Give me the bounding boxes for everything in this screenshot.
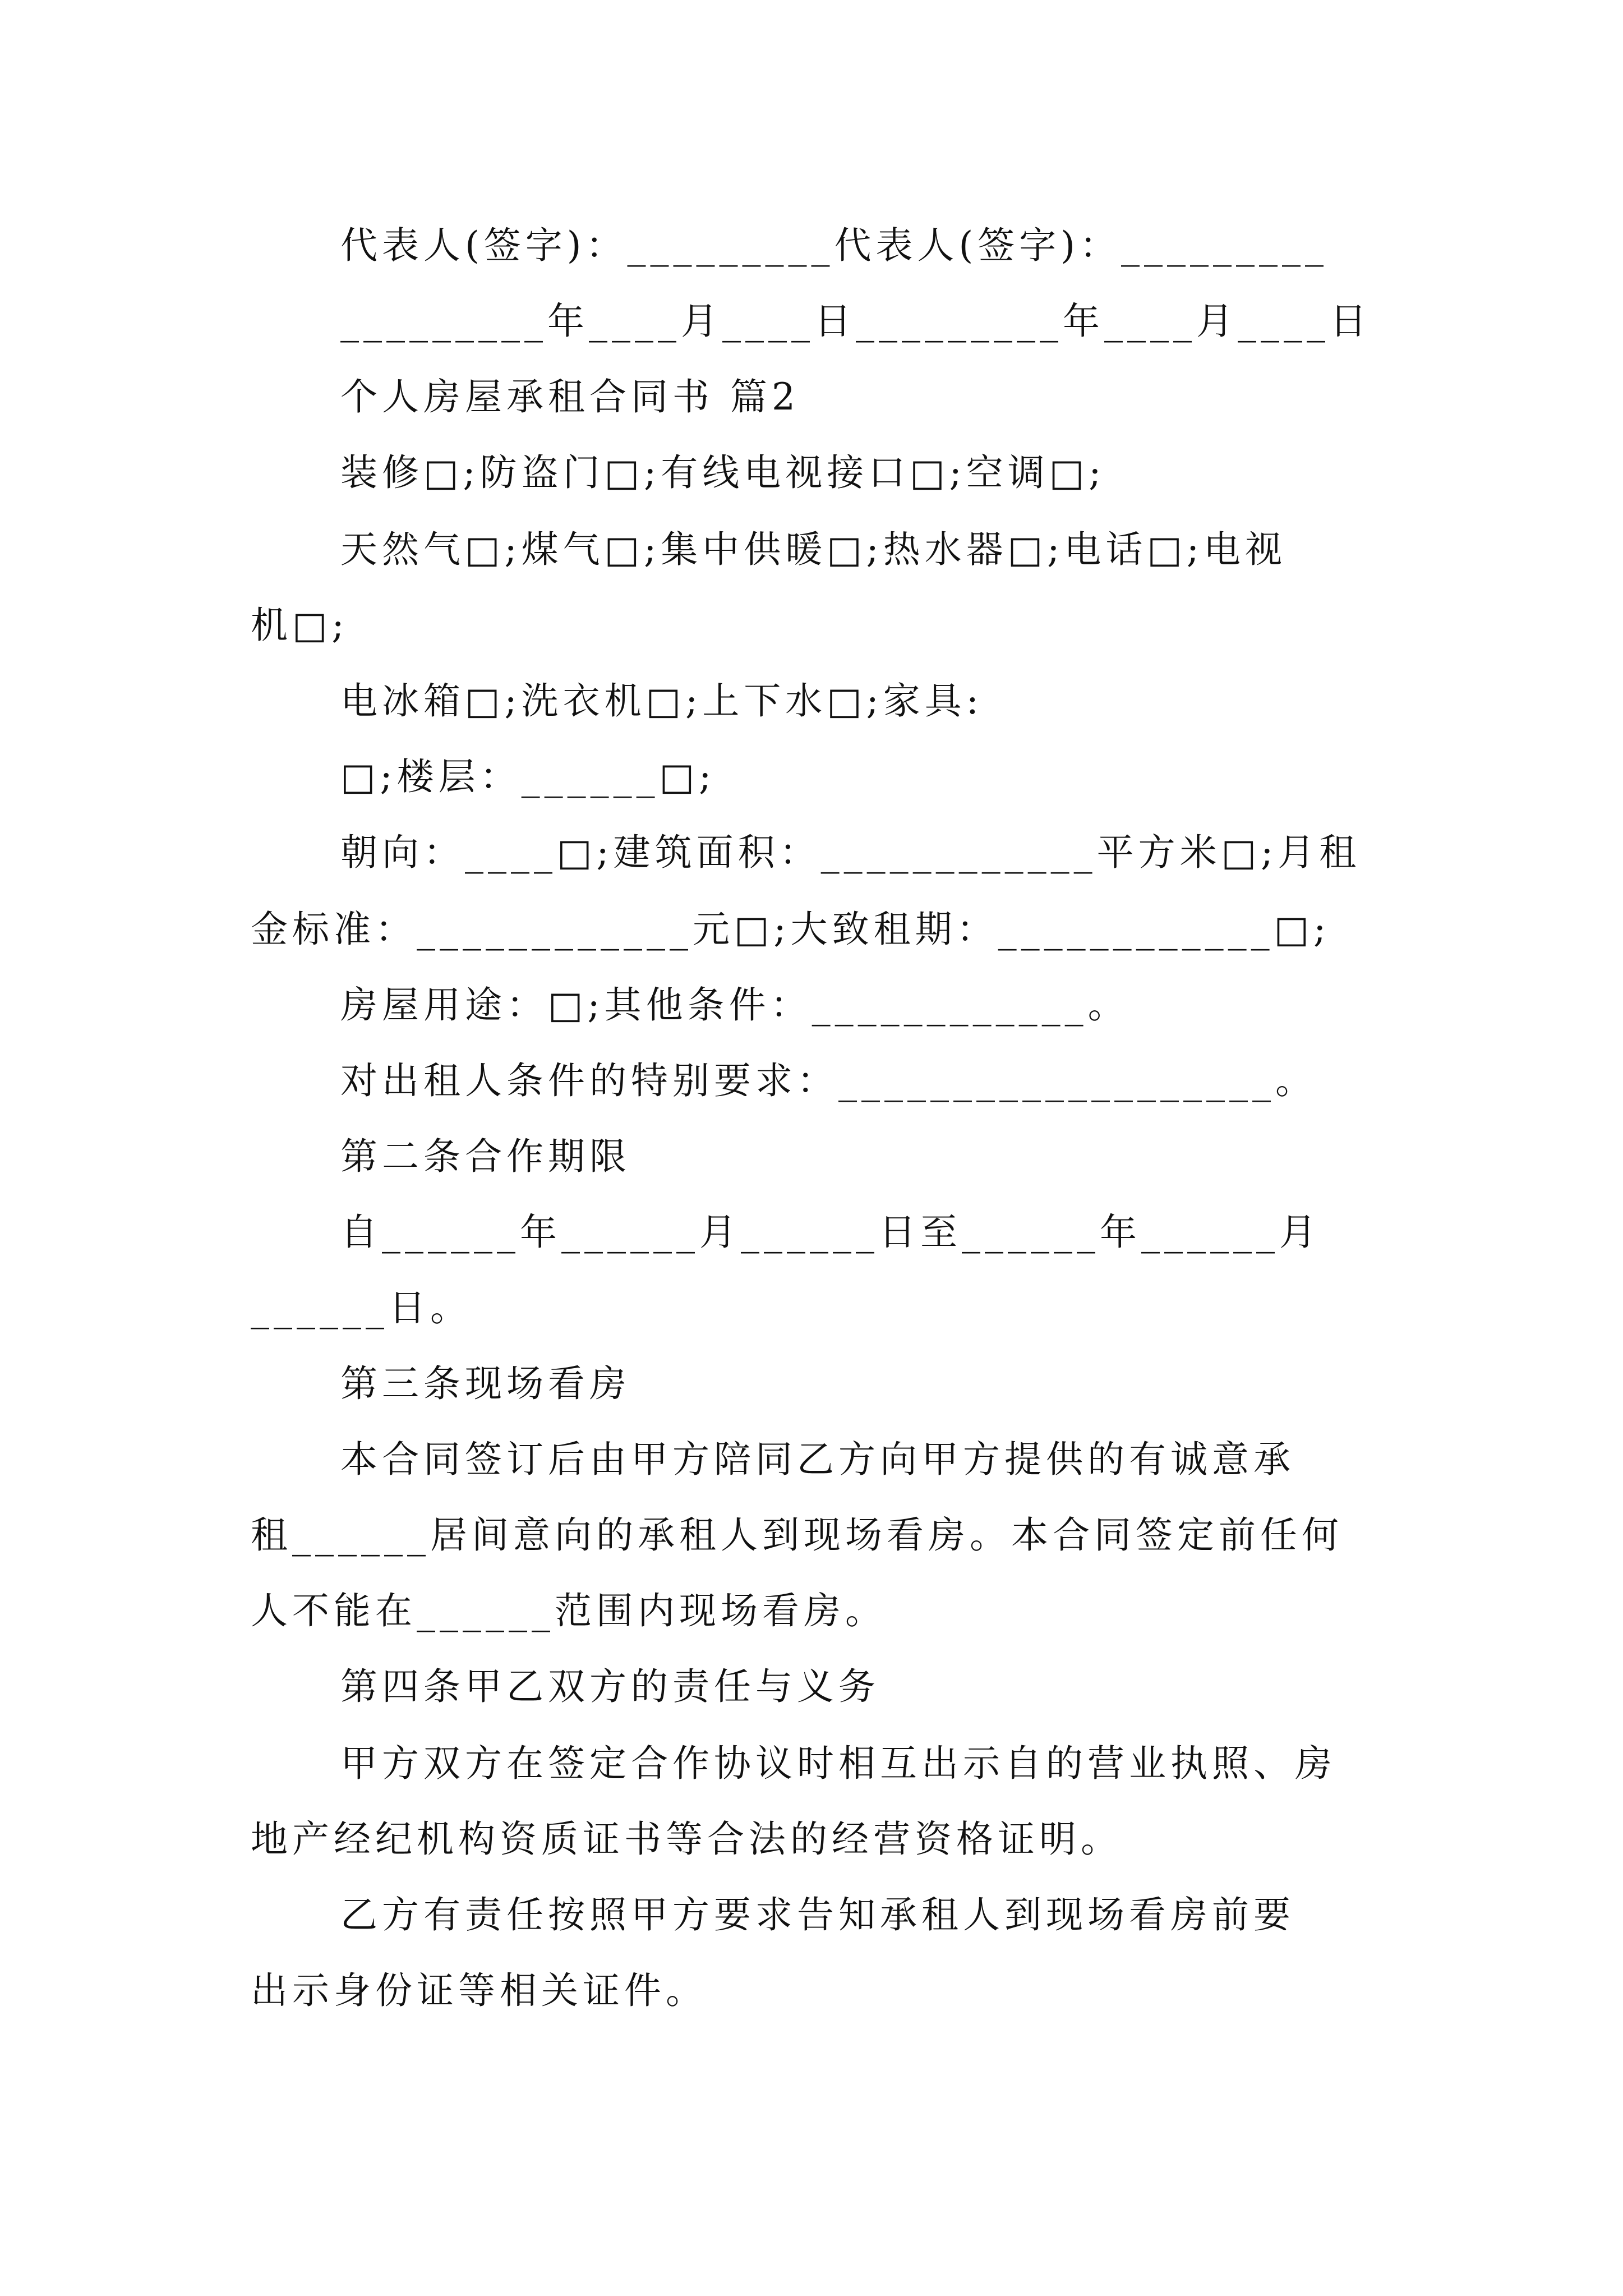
article-3-paragraph-1: 本合同签订后由甲方陪同乙方向甲方提供的有诚意承: [340, 1438, 1295, 1481]
article-4-paragraph-2-wrap: 出示身份证等相关证件。: [251, 1969, 707, 2012]
facility-line-1: 装修□;防盗门□;有线电视接口□;空调□;: [340, 451, 1106, 494]
floor-line: □;楼层：______□;: [340, 755, 716, 798]
term-line-wrap: ______日。: [251, 1286, 472, 1329]
facility-line-3: 电冰箱□;洗衣机□;上下水□;家具:: [340, 679, 984, 723]
usage-line: 房屋用途：□;其他条件：____________。: [340, 983, 1129, 1027]
article-4-paragraph-1: 甲方双方在签定合作协议时相互出示自的营业执照、房: [340, 1742, 1336, 1785]
article-3-heading: 第三条现场看房: [340, 1362, 631, 1405]
rent-line: 金标准：____________元□;大致租期：____________□;: [251, 908, 1331, 951]
landlord-requirements-line: 对出租人条件的特别要求：___________________。: [340, 1059, 1317, 1102]
term-line: 自______年______月______日至______年______月: [340, 1211, 1321, 1254]
signature-line: 代表人(签字)：_________代表人(签字)：_________: [340, 224, 1328, 267]
article-4-paragraph-1-wrap: 地产经纪机构资质证书等合法的经营资格证明。: [251, 1818, 1122, 1861]
article-3-paragraph-3: 人不能在______范围内现场看房。: [251, 1589, 887, 1632]
date-line: _________年____月____日_________年____月____日: [340, 300, 1371, 343]
article-4-paragraph-2: 乙方有责任按照甲方要求告知承租人到现场看房前要: [340, 1893, 1295, 1936]
orientation-line: 朝向：____□;建筑面积：____________平方米□;月租: [340, 831, 1361, 874]
article-4-heading: 第四条甲乙双方的责任与义务: [340, 1665, 880, 1708]
article-2-heading: 第二条合作期限: [340, 1135, 631, 1178]
section-title: 个人房屋承租合同书 篇2: [340, 375, 800, 418]
facility-line-2-wrap: 机□;: [251, 604, 349, 647]
article-3-paragraph-2: 租______居间意向的承租人到现场看房。本合同签定前任何: [251, 1513, 1343, 1557]
facility-line-2: 天然气□;煤气□;集中供暖□;热水器□;电话□;电视: [340, 528, 1287, 571]
